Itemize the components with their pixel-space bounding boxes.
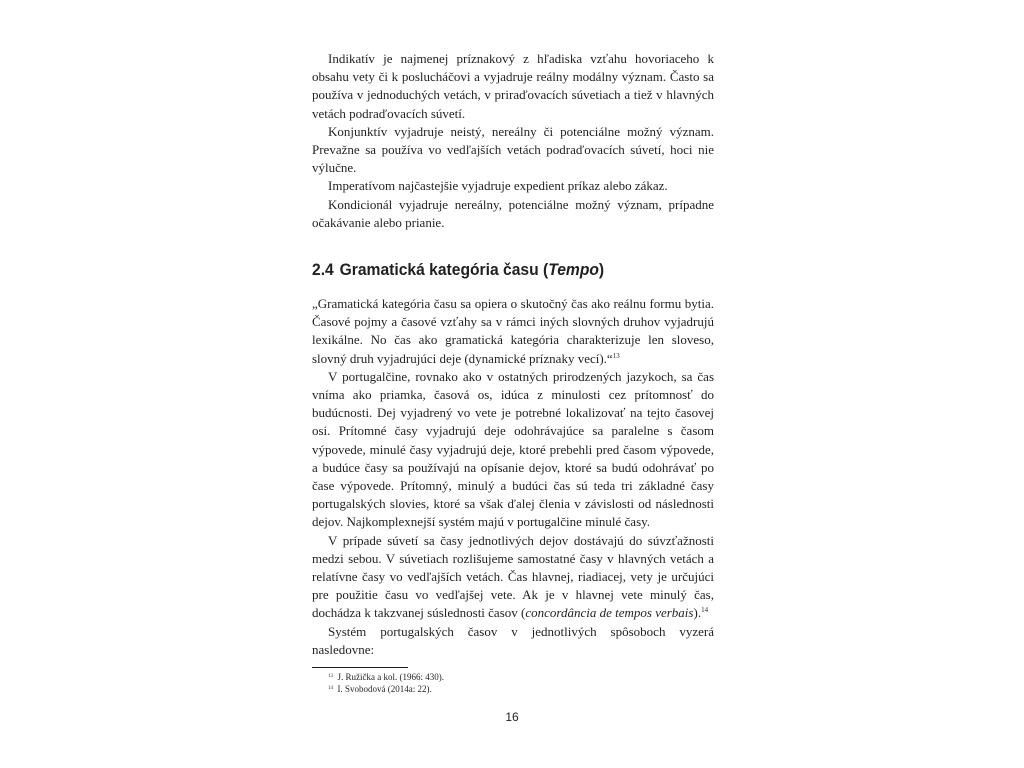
compound-text: V prípade súvetí sa časy jednotlivých dejov dostávajú do súvzťažnosti medzi sebou. V súvetiach rozlišujeme samostatné časy v hlavných vetách a relatívne časy vo vedľajších vetách. Čas hlavnej, riadiacej, vety je určujúci pre použitie času vo vedľajšej vete. Ak je v hlavnej vete minulý čas, dochádza k takzvanej súslednosti časov ( xyxy=(312,532,714,621)
paragraph-compound-sentences xyxy=(312,532,714,623)
paragraph-conditional: Kondicionál vyjadruje nereálny, potenciálne možný význam, prípadne očakávanie alebo prianie. xyxy=(312,196,714,230)
footnote-number: 14 xyxy=(328,685,333,691)
section-number: 2.4 xyxy=(312,260,334,280)
section-heading xyxy=(312,259,682,281)
footnote-text: I. Svobodová (2014a: 22). xyxy=(337,683,432,694)
quote-text: „Gramatická kategória času sa opiera o skutočný čas ako reálnu formu bytia. Časové pojmy a časové vzťahy sa v rámci iných slovných druhov vyjadrujú lexikálne. No čas ako gramatická kategória charakterizuje len sloveso, slovný druh vyjadrujúci deje (dynamické príznaky vecí).“ xyxy=(312,296,714,366)
footnote-number: 13 xyxy=(328,674,333,679)
paragraph-imperative: Imperatívom najčastejšie vyjadruje expedient príkaz alebo zákaz. xyxy=(328,178,668,194)
paragraph-indicative: Indikatív je najmenej príznakový z hľadiska vzťahu hovoriaceho k obsahu vety či k poslucháčovi a vyjadruje reálny modálny význam. Často sa používa v jednoduchých vetách, v priraďovacích súvetiach a tiež v hlavných vetách podraďovacích súvetí. xyxy=(312,51,714,121)
footnote-text: J. Ružička a kol. (1966: 430). xyxy=(337,672,444,682)
compound-term: concordância de tempos verbais xyxy=(525,605,694,621)
paragraph-tense-system: Systém portugalských časov v jednotlivých spôsoboch vyzerá nasledovne: xyxy=(312,623,714,657)
compound-after: ). xyxy=(693,605,702,621)
section-title-close: ) xyxy=(598,260,605,280)
footnotes xyxy=(312,667,714,695)
page-number: 16 xyxy=(505,710,519,724)
section-title-term: Tempo xyxy=(548,260,599,280)
footnote-ref-14[interactable]: 14 xyxy=(701,606,709,615)
paragraph-conjunctive: Konjunktív vyjadruje neistý, nereálny či potenciálne možný význam. Prevažne sa používa vo vedľajších vetách podraďovacích súvetí, hoci nie výlučne. xyxy=(312,123,714,176)
text-column xyxy=(312,50,714,659)
paragraph-portuguese-time: V portugalčine, rovnako ako v ostatných prirodzených jazykoch, sa čas vníma ako priamka, časová os, idúca z minulosti cez prítomnosť do budúcnosti. Dej vyjadrený vo vete je potrebné lokalizovať na tejto časovej osi. Prítomné časy vyjadrujú deje odohrávajúce sa paralelne s časom výpovede, minulé časy vyjadrujú deje, ktoré prebehli pred časom výpovede, a budúce časy sa používajú na opísanie dejov, ktoré sa budú odohrávať po čase výpovede. Prítomný, minulý a budúci čas sú teda tri základné časy portugalských slovies, ktoré sa však ďalej členia v závislosti od následnosti dejov. Najkomplexnejší systém majú v portugalčine minulé časy. xyxy=(312,368,714,530)
footnote-rule xyxy=(312,667,408,668)
footnote-ref-13[interactable]: 13 xyxy=(612,351,620,360)
paragraph-quote xyxy=(312,295,714,368)
section-title: Gramatická kategória času ( xyxy=(339,260,549,280)
footnote-14 xyxy=(312,684,714,696)
footnote-13 xyxy=(312,672,714,684)
